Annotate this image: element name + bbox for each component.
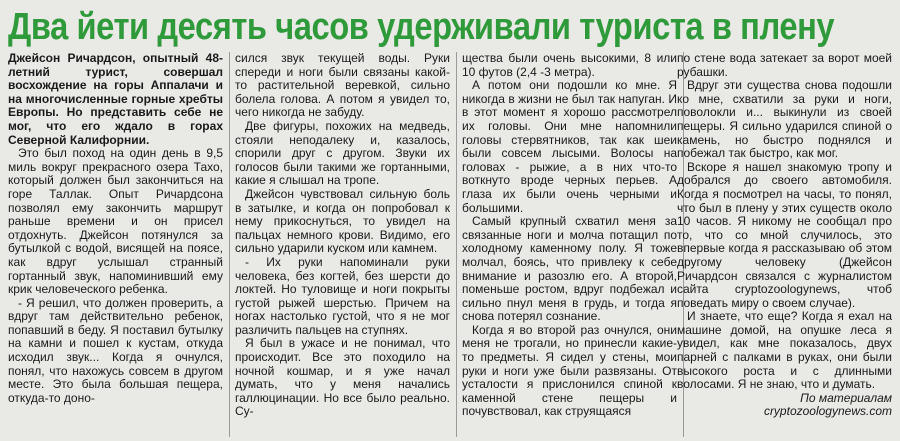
paragraph: - Их руки напоминали руки человека, без когтей, без шерсти до локтей. Но туловище и ноги покрыты густой рыжей шерстью. Причем на ногах настолько густой, что я не мог различить пальцев на ступнях. <box>235 254 450 337</box>
column-3 <box>462 52 677 437</box>
paragraph: А потом они подошли ко мне. Я никогда в жизни не был так напуган. И в этот момент я хорошо рассмотрел их головы. Они мне напомнили головы стервятников, так как шеи были совсем лысыми. Волосы на головах - рыжие, а в них что-то воткнуто вроде черных перьев. А глаза их были очень черными и большими. <box>462 78 677 215</box>
paragraph-continued: щества были очень высокими, 8 или 10 футов (2,4 -3 метра). <box>462 52 677 79</box>
paragraph: Я был в ужасе и не понимал, что происходит. Все это походило на ночной кошмар, и я уже начал думать, что у меня начались галлюцинации. Но все было реально. Су- <box>235 336 450 419</box>
column-1 <box>8 52 223 437</box>
paragraph: Вдруг эти существа снова подошли ко мне, схватили за руки и ноги, поволокли и... выкинули из своей пещеры. Я сильно ударился спиной о камень, но быстро поднялся и побежал так быстро, как мог. <box>677 78 892 161</box>
paragraph: Когда я во второй раз очнулся, они меня не трогали, но принесли какие-то предметы. Я сидел у стены, мои руки и ноги уже были развязаны. От усталости я прислонился спиной к каменной стене пещеры и почувствовал, как струящаяся <box>462 322 677 419</box>
paragraph: Самый крупный схватил меня за связанные ноги и молча потащил по холодному каменному полу. Я тоже молчал, боясь, что привлеку к себе внимание и разозлю его. А второй, поменьше ростом, вдруг подбежал и сильно пнул меня в грудь, и тогда я снова потерял сознание. <box>462 214 677 324</box>
article-headline: Два йети десять часов удерживали туриста в плену <box>8 6 835 48</box>
paragraph: Вскоре я нашел знакомую тропу и добрался до своего автомобиля. Когда я посмотрел на часы, то понял, что был в плену у этих существ около 10 часов. Я никому не сообщал про то, что со мной случилось, это впервые когда я рассказываю об этом другому человеку (Джейсон Ричардсон связался с журналистом сайта cryptozoologynews, чтоб поведать миру о своем случае). <box>677 159 892 310</box>
article-body <box>8 52 892 437</box>
column-4 <box>677 52 892 437</box>
column-divider <box>456 52 457 437</box>
article-lead: Джейсон Ричардсон, опытный 48-летний турист, совершал восхождение на горы Аппалачи и на многочисленные горные хребты Европы. Но представить себе не мог, что его ждало в горах Северной Калифорнии. <box>8 52 223 147</box>
column-divider <box>229 52 230 437</box>
paragraph: Джейсон чувствовал сильную боль в затылке, и когда он попробовал к нему прикоснуться, то увидел на пальцах немного крови. Видимо, его сильно ударили куском или камнем. <box>235 186 450 256</box>
paragraph-continued: сился звук текущей воды. Руки спереди и ноги были связаны какой-то растительной веревкой, сильно болела голова. А потом я увидел то, чего никогда не забуду. <box>235 52 450 120</box>
column-2 <box>235 52 450 437</box>
paragraph: - Я решил, что должен проверить, а вдруг там действительно ребенок, попавший в беду. Я поставил бутылку на камни и пошел к кустам, откуда исходил звук... Когда я очнулся, понял, что нахожусь совсем в другом месте. Это была большая пещера, откуда-то доно- <box>8 295 223 405</box>
source-site: cryptozoologynews.com <box>763 404 892 419</box>
source-label: По материалам <box>800 390 892 405</box>
paragraph-continued: по стене вода затекает за ворот моей рубашки. <box>677 52 892 79</box>
paragraph: Это был поход на один день в 9,5 миль вокруг прекрасного озера Тахо, который должен был закончиться на горе Таллак. Опыт Ричардсона позволял ему закончить маршрут раньше времени и он присел отдохнуть. Джейсон потянулся за бутылкой с водой, висящей на поясе, как вдруг услышал странный гортанный звук, напоминивший ему крик человеческого ребенка. <box>8 146 223 297</box>
paragraph: И знаете, что еще? Когда я ехал на машине домой, на опушке леса я увидел, как мне показалось, двух парней с палками в руках, они были высокого роста и с длинными волосами. Я не знаю, что и думать. <box>677 309 892 392</box>
paragraph: Две фигуры, похожих на медведь, стояли неподалеку и, казалось, спорили друг с другом. Звуки их голосов были такими же гортанными, какие я слышал на тропе. <box>235 118 450 188</box>
